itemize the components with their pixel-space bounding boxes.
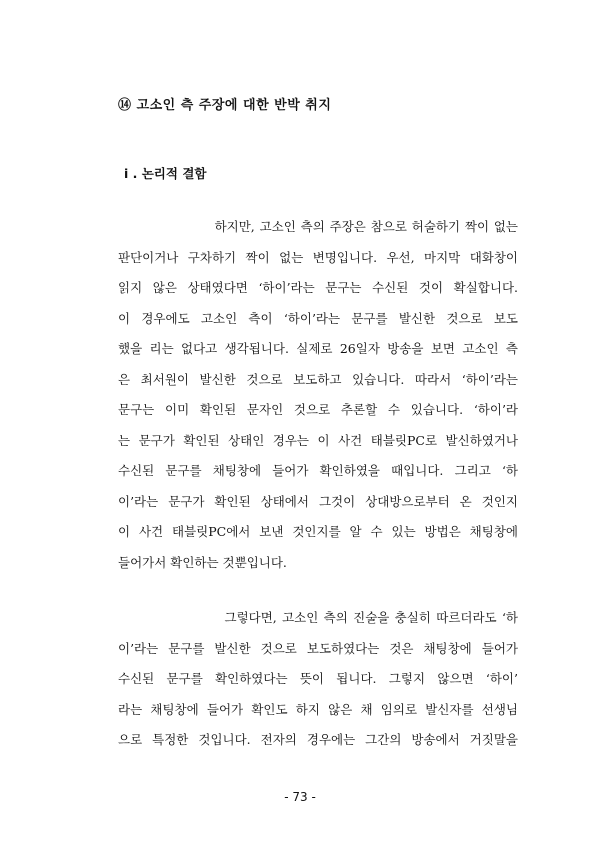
section-heading: ⑭ 고소인 측 주장에 대한 반박 취지 <box>118 98 332 113</box>
paragraph-line: 그렇다면, 고소인 측의 진술을 충실히 따르더라도 ‘하 <box>118 610 518 625</box>
paragraph-line: 하지만, 고소인 측의 주장은 참으로 허술하기 짝이 없는 <box>118 219 518 234</box>
paragraph-line: 이’라는 문구를 발신한 것으로 보도하였다는 것은 채팅창에 들어가 <box>118 640 518 656</box>
paragraph-line: 이’라는 문구가 확인된 상태에서 그것이 상대방으로부터 온 것인지 <box>118 493 518 509</box>
paragraph-line: 했을 리는 없다고 생각됩니다. 실제로 26일자 방송을 보면 고소인 측 <box>118 341 518 356</box>
paragraph-line: 는 문구가 확인된 상태인 경우는 이 사건 태블릿PC로 발신하였거나 <box>118 432 518 448</box>
paragraph-line: 라는 채팅창에 들어가 확인도 하지 않은 채 임의로 발신자를 선생님 <box>118 701 518 717</box>
paragraph-line: 이 경우에도 고소인 측이 ‘하이’라는 문구를 발신한 것으로 보도 <box>118 310 518 326</box>
paragraph-line: 이 사건 태블릿PC에서 보낸 것인지를 알 수 있는 방법은 채팅창에 <box>118 524 518 539</box>
paragraph-line: 들어가서 확인하는 것뿐입니다. <box>118 554 287 570</box>
page-number: - 73 - <box>284 790 316 804</box>
paragraph-line: 판단이거나 구차하기 짝이 없는 변명입니다. 우선, 마지막 대화창이 <box>118 249 518 265</box>
paragraph-line: 은 최서원이 발신한 것으로 보도하고 있습니다. 따라서 ‘하이’라는 <box>118 371 518 387</box>
paragraph-line: 읽지 않은 상태였다면 ‘하이’라는 문구는 수신된 것이 확실합니다. <box>118 280 518 295</box>
paragraph-line: 수신된 문구를 채팅창에 들어가 확인하였을 때입니다. 그리고 ‘하 <box>118 463 518 478</box>
paragraph-line: 문구는 이미 확인된 문자인 것으로 추론할 수 있습니다. ‘하이’라 <box>118 402 518 417</box>
paragraph-line: 으로 특정한 것입니다. 전자의 경우에는 그간의 방송에서 거짓말을 <box>118 732 518 747</box>
subsection-heading: i . 논리적 결함 <box>124 166 207 181</box>
paragraph-1 <box>118 212 518 578</box>
paragraph-line: 수신된 문구를 확인하였다는 뜻이 됩니다. 그렇지 않으면 ‘하이’ <box>118 671 518 686</box>
paragraph-2 <box>118 603 518 756</box>
